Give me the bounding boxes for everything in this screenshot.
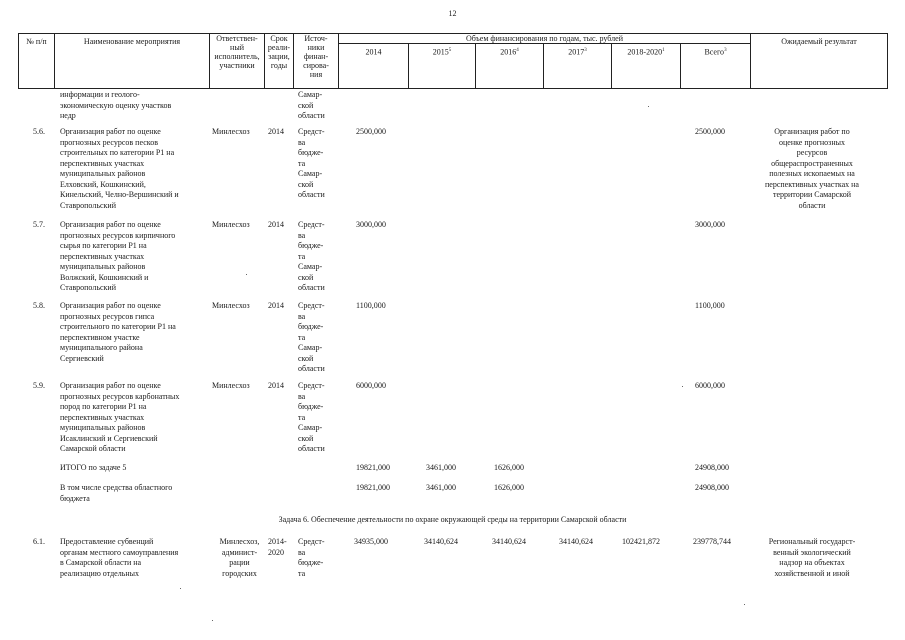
row-term: 2014 xyxy=(268,381,284,390)
row-value-total: 3000,000 xyxy=(695,220,725,229)
budget-label: В том числе средства областного бюджета xyxy=(60,483,173,503)
total-value-2015: 3461,000 xyxy=(426,463,456,472)
budget-value-all: 24908,000 xyxy=(695,483,729,492)
row-value-2014: 2500,000 xyxy=(356,127,386,136)
page-number: 12 xyxy=(448,9,457,18)
row-value-total: 239778,744 xyxy=(693,537,731,546)
row-source: Средст- ва бюдже- та xyxy=(298,537,325,578)
year-2015-header: 2015$^5$ xyxy=(432,47,452,57)
row-expected-result: Организация работ по оценке прогнозных ресурсов общераспространенных полезных ископаемых на перспективных участках на территории Самарской области xyxy=(765,127,859,210)
row-number: 5.6. xyxy=(33,127,45,136)
row-value-2016: 34140,624 xyxy=(492,537,526,546)
year-total-header: Всего$^3$ xyxy=(704,47,727,57)
col-source-header: Источ- ники финан- сирова- ния xyxy=(303,34,329,79)
row-value-2014: 1100,000 xyxy=(356,301,386,310)
year-2014-header: 2014 xyxy=(365,47,382,57)
budget-value-2015: 3461,000 xyxy=(426,483,456,492)
row-number: 5.9. xyxy=(33,381,45,390)
row-value-total: 6000,000 xyxy=(695,381,725,390)
row-value-2014: 34935,000 xyxy=(354,537,388,546)
row-activity-name: Предоставление субвенций органам местного самоуправления в Самарской области на реализацию отдельных xyxy=(60,537,179,578)
row-term: 2014 xyxy=(268,220,284,229)
row-activity-name: Организация работ по оценке прогнозных ресурсов песков строительных по категории Р1 на перспективных участках муниципальных районов Елховский, Кошкинский, Кинельский, Челно-Вершинский и Ставропольский xyxy=(60,127,179,210)
row-value-2014: 6000,000 xyxy=(356,381,386,390)
row-number: 5.7. xyxy=(33,220,45,229)
row-expected-result: Региональный государст- венный экологический надзор на объектах хозяйственной и иной xyxy=(768,537,856,578)
total-value-all: 24908,000 xyxy=(695,463,729,472)
col-term-header: Срок реали- зации, годы xyxy=(267,34,291,70)
row-value-total: 2500,000 xyxy=(695,127,725,136)
total-value-2016: 1626,000 xyxy=(494,463,524,472)
year-2016-header: 2016$^4$ xyxy=(500,47,519,57)
budget-value-2016: 1626,000 xyxy=(494,483,524,492)
row-activity-name: Организация работ по оценке прогнозных ресурсов кирпичного сырья по категории Р1 на перспективных участках муниципальных районов Волжский, Кошкинский и Ставропольский xyxy=(60,220,176,292)
budget-value-2014: 19821,000 xyxy=(356,483,390,492)
row-value-2014: 3000,000 xyxy=(356,220,386,229)
row-activity-name: Организация работ по оценке прогнозных ресурсов гипса строительного по категории Р1 на перспективном участке муниципального района Сергиевский xyxy=(60,301,176,363)
col-num-header: № п/п xyxy=(26,37,47,46)
col-resp-header: Ответствен- ный исполнитель, участники xyxy=(214,34,260,70)
year-2017-header: 2017$^3$ xyxy=(568,47,587,57)
row-source: Средст- ва бюдже- та Самар- ской области xyxy=(298,220,325,292)
row-source: Средст- ва бюдже- та Самар- ской области xyxy=(298,381,325,453)
row-responsible: Минлесхоз xyxy=(212,127,250,136)
row-number: 5.8. xyxy=(33,301,45,310)
col-name-header: Наименование мероприятия xyxy=(83,37,181,46)
year-2018-2020-header: 2018-2020$^1$ xyxy=(627,47,665,57)
row-responsible: Минлесхоз, админист- рации городских xyxy=(219,537,260,578)
row-responsible: Минлесхоз xyxy=(212,381,250,390)
row-value-2018-2020: 102421,872 xyxy=(622,537,660,546)
row-source: Средст- ва бюдже- та Самар- ской области xyxy=(298,301,325,373)
total-label: ИТОГО по задаче 5 xyxy=(60,463,127,472)
total-value-2014: 19821,000 xyxy=(356,463,390,472)
col-result-header: Ожидаемый результат xyxy=(781,37,857,46)
row-number: 6.1. xyxy=(33,537,45,546)
row-value-total: 1100,000 xyxy=(695,301,725,310)
row-source: Средст- ва бюдже- та Самар- ской области xyxy=(298,127,325,199)
table-header xyxy=(18,33,888,89)
row-value-2017: 34140,624 xyxy=(559,537,593,546)
task-6-title: Задача 6. Обеспечение деятельности по охране окружающей среды на территории Самарской области xyxy=(278,515,627,524)
row-term: 2014- 2020 xyxy=(268,537,287,557)
row-activity-name: Организация работ по оценке прогнозных ресурсов карбонатных пород по категории Р1 на перспективных участках муниципальных районов Исаклинский и Сергиевский Самарской области xyxy=(60,381,180,453)
row-value-2015: 34140,624 xyxy=(424,537,458,546)
cont-row-name: информации и геолого- экономическую оценку участков недр xyxy=(60,90,172,120)
col-financing-header: Объем финансирования по годам, тыс. рублей xyxy=(466,34,623,43)
row-responsible: Минлесхоз xyxy=(212,220,250,229)
cont-row-source: Самар- ской области xyxy=(298,90,325,120)
row-term: 2014 xyxy=(268,127,284,136)
row-term: 2014 xyxy=(268,301,284,310)
row-responsible: Минлесхоз xyxy=(212,301,250,310)
